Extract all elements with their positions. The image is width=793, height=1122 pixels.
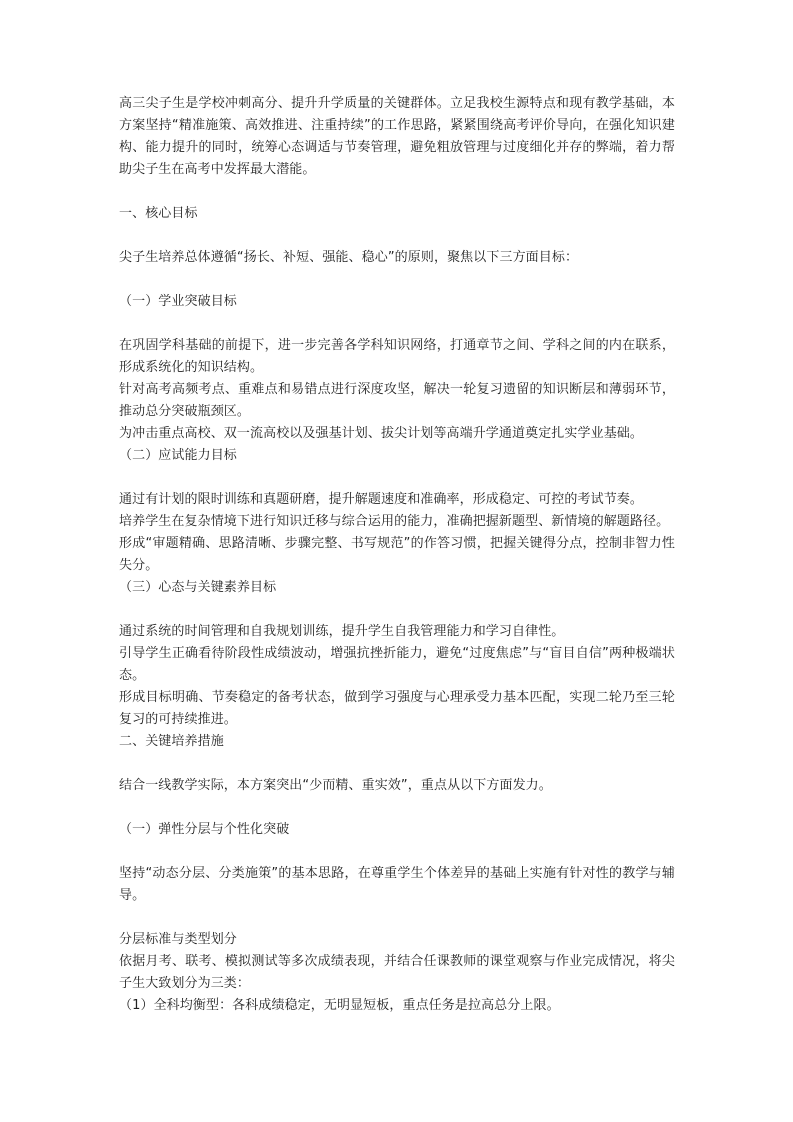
spacer [119, 225, 675, 247]
spacer [119, 269, 675, 291]
section-2-lead: 结合一线教学实际，本方案突出“少而精、重实效”，重点从以下方面发力。 [119, 778, 552, 793]
section-2-heading: 二、关键培养措施 [119, 734, 224, 749]
spacer [119, 841, 675, 863]
subsection-1-1-item: 针对高考高频考点、重难点和易错点进行深度攻坚，解决一轮复习遗留的知识断层和薄弱环节，推动总分突破瓶颈区。 [119, 382, 675, 419]
document-body [119, 93, 675, 1017]
subsection-1-2-item: 形成“审题精确、思路清晰、步骤完整、书写规范”的作答习惯，把握关键得分点，控制非智力性失分。 [119, 536, 675, 573]
subsection-1-1-item: 在巩固学科基础的前提下，进一步完善各学科知识网络，打通章节之间、学科之间的内在联系，形成系统化的知识结构。 [119, 338, 675, 375]
spacer [119, 599, 675, 621]
intro-paragraph: 高三尖子生是学校冲刺高分、提升升学质量的关键群体。立足我校生源特点和现有教学基础，本方案坚持“精准施策、高效推进、注重持续”的工作思路，紧紧围绕高考评价导向，在强化知识建构、能力提升的同时，统筹心态调适与节奏管理，避免粗放管理与过度细化并存的弊端，着力帮助尖子生在高考中发挥最大潜能。 [119, 96, 675, 177]
subsection-2-1-heading: （一）弹性分层与个性化突破 [119, 822, 290, 837]
subsection-1-1-heading: （一）学业突破目标 [119, 294, 237, 309]
subsection-2-1-subheading: 分层标准与类型划分 [119, 932, 237, 947]
spacer [119, 753, 675, 775]
subsection-1-2-item: 培养学生在复杂情境下进行知识迁移与综合运用的能力，准确把握新题型、新情境的解题路径。 [119, 514, 670, 529]
spacer [119, 181, 675, 203]
subsection-2-1-body: 依据月考、联考、模拟测试等多次成绩表现，并结合任课教师的课堂观察与作业完成情况，将尖子生大致划分为三类： [119, 954, 675, 991]
subsection-1-2-heading: （二）应试能力目标 [119, 448, 237, 463]
subsection-1-1-item: 为冲击重点高校、双一流高校以及强基计划、拔尖计划等高端升学通道奠定扎实学业基础。 [119, 426, 644, 441]
spacer [119, 313, 675, 335]
subsection-1-3-item: 形成目标明确、节奏稳定的备考状态，做到学习强度与心理承受力基本匹配，实现二轮乃至三轮复习的可持续推进。 [119, 690, 675, 727]
spacer [119, 907, 675, 929]
subsection-1-2-item: 通过有计划的限时训练和真题研磨，提升解题速度和准确率，形成稳定、可控的考试节奏。 [119, 492, 644, 507]
spacer [119, 797, 675, 819]
subsection-1-3-heading: （三）心态与关键素养目标 [119, 580, 277, 595]
section-1-heading: 一、核心目标 [119, 206, 198, 221]
section-1-lead: 尖子生培养总体遵循“扬长、补短、强能、稳心”的原则，聚焦以下三方面目标： [119, 250, 579, 265]
subsection-2-1-lead: 坚持“动态分层、分类施策”的基本思路，在尊重学生个体差异的基础上实施有针对性的教学与辅导。 [119, 866, 675, 903]
spacer [119, 467, 675, 489]
subsection-2-1-item: （1）全科均衡型：各科成绩稳定，无明显短板，重点任务是拉高总分上限。 [119, 998, 560, 1013]
subsection-1-3-item: 引导学生正确看待阶段性成绩波动，增强抗挫折能力，避免“过度焦虑”与“盲目自信”两种极端状态。 [119, 646, 675, 683]
subsection-1-3-item: 通过系统的时间管理和自我规划训练，提升学生自我管理能力和学习自律性。 [119, 624, 565, 639]
